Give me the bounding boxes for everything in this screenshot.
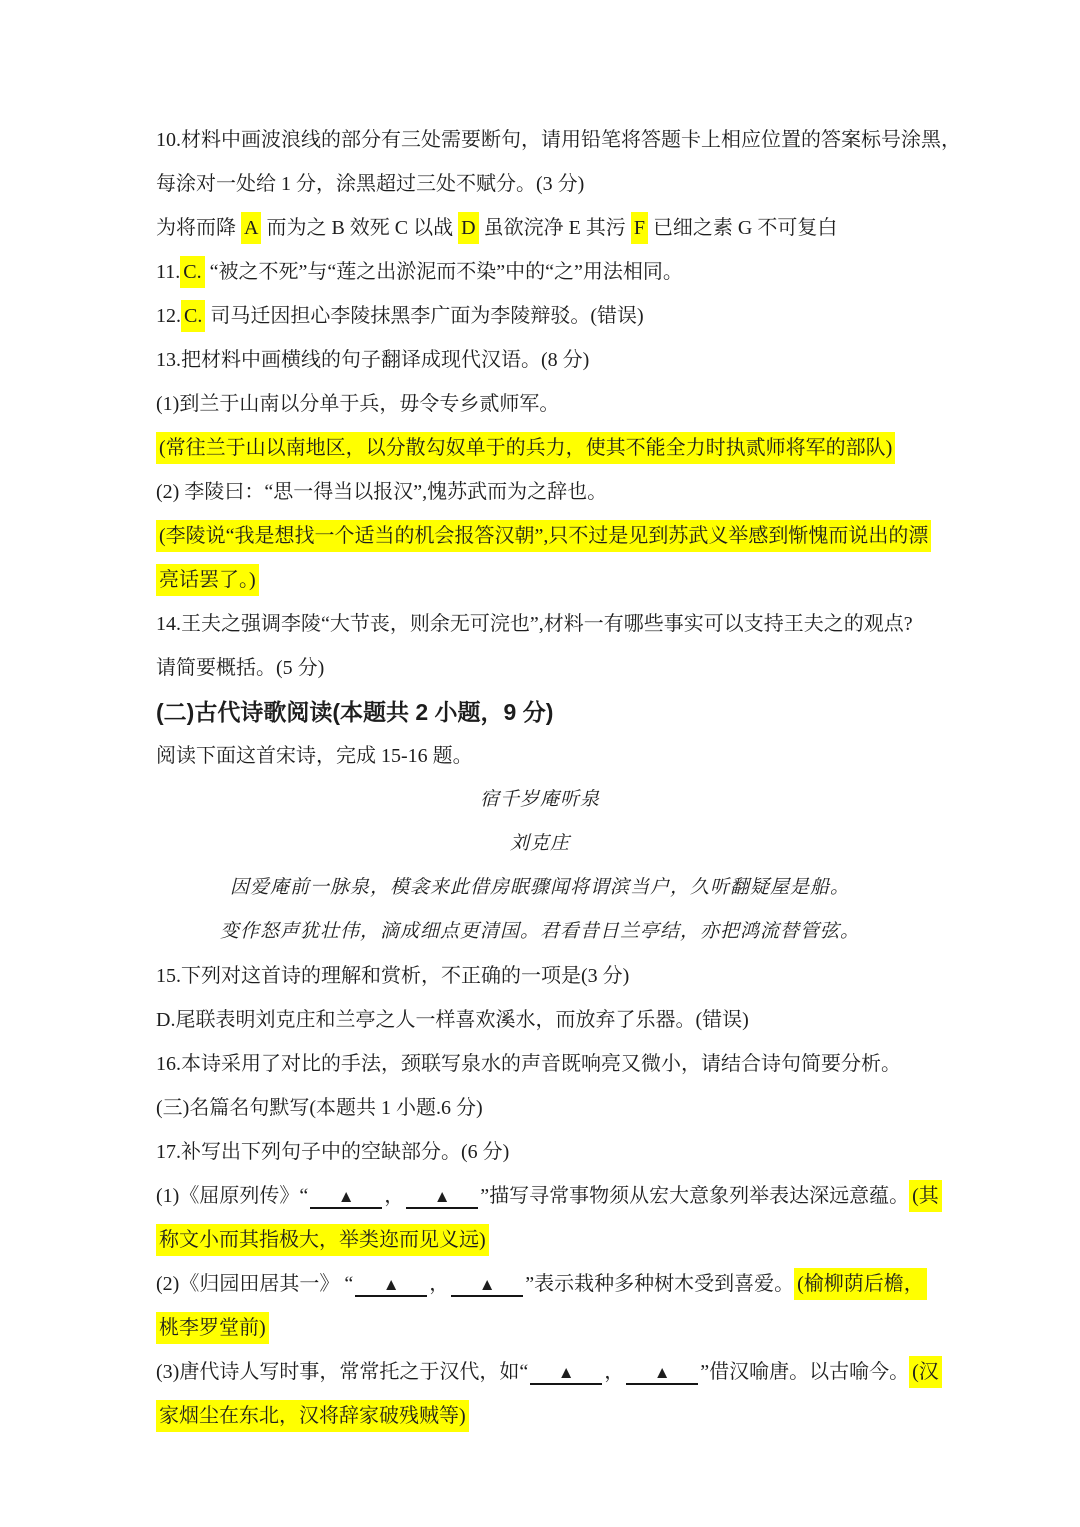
doc-line-12 bbox=[156, 602, 924, 646]
doc-line-30 bbox=[156, 1394, 924, 1438]
text-segment: (1)到兰于山南以分单于兵，毋令专乡贰师军。 bbox=[156, 393, 560, 415]
answer-blank: ▲ bbox=[530, 1363, 602, 1385]
answer-blank: ▲ bbox=[626, 1363, 698, 1385]
answer-blank: ▲ bbox=[310, 1187, 382, 1209]
text-segment: 17.补写出下列句子中的空缺部分。(6 分) bbox=[156, 1141, 510, 1163]
text-segment: 12. bbox=[156, 305, 181, 327]
doc-line-21 bbox=[156, 998, 924, 1042]
text-segment: 变作怒声犹壮伟，滴成细点更清国。君看昔日兰亭结，亦把鸿流替管弦。 bbox=[219, 921, 860, 942]
text-segment: 为将而降 bbox=[156, 217, 241, 239]
doc-line-3 bbox=[156, 206, 924, 250]
answer-blank: ▲ bbox=[451, 1275, 523, 1297]
text-segment: (二)古代诗歌阅读(本题共 2 小题，9 分) bbox=[156, 699, 554, 725]
doc-line-4 bbox=[156, 250, 924, 294]
answer-blank: ▲ bbox=[355, 1275, 427, 1297]
text-segment: 10.材料中画波浪线的部分有三处需要断句，请用铅笔将答题卡上相应位置的答案标号涂黑， bbox=[156, 129, 961, 151]
highlighted-answer-text: 家烟尘在东北，汉将辞家破残贼等) bbox=[156, 1400, 469, 1432]
text-segment: ， bbox=[429, 1273, 450, 1295]
doc-line-24 bbox=[156, 1130, 924, 1174]
text-segment: 司马迁因担心李陵抹黑李广面为李陵辩驳。(错误) bbox=[205, 305, 644, 327]
highlighted-answer-text: C. bbox=[181, 300, 205, 332]
doc-line-5 bbox=[156, 294, 924, 338]
text-segment: (2)《归园田居其一》 “ bbox=[156, 1273, 354, 1295]
text-segment: ， bbox=[384, 1185, 405, 1207]
text-segment: 11. bbox=[156, 261, 181, 283]
text-segment: ”表示栽种多种树木受到喜爱。 bbox=[525, 1273, 795, 1295]
text-segment: (三)名篇名句默写(本题共 1 小题.6 分) bbox=[156, 1097, 483, 1119]
doc-line-8 bbox=[156, 426, 924, 470]
text-segment: 14.王夫之强调李陵“大节丧，则余无可浣也”,材料一有哪些事实可以支持王夫之的观点? bbox=[156, 613, 913, 635]
text-segment: 宿千岁庵听泉 bbox=[479, 789, 600, 810]
doc-line-23 bbox=[156, 1086, 924, 1130]
doc-line-11 bbox=[156, 558, 924, 602]
doc-line-6 bbox=[156, 338, 924, 382]
doc-line-29 bbox=[156, 1350, 939, 1394]
highlighted-answer-text: A bbox=[241, 212, 261, 244]
text-segment: 虽欲浣净 E 其污 bbox=[478, 217, 631, 239]
highlighted-answer-text: (汉 bbox=[909, 1356, 942, 1388]
highlighted-answer-text: (李陵说“我是想找一个适当的机会报答汉朝”,只不过是见到苏武义举感到惭愧而说出的漂 bbox=[156, 520, 931, 552]
doc-line-18 bbox=[156, 866, 924, 910]
highlighted-answer-text: (榆柳荫后檐， bbox=[794, 1268, 927, 1300]
text-segment: 每涂对一处给 1 分，涂黑超过三处不赋分。(3 分) bbox=[156, 173, 585, 195]
doc-line-13 bbox=[156, 646, 924, 690]
text-segment: “被之不死”与“莲之出淤泥而不染”中的“之”用法相同。 bbox=[204, 261, 683, 283]
doc-line-10 bbox=[156, 514, 929, 558]
doc-line-17 bbox=[156, 822, 924, 866]
highlighted-answer-text: 亮话罢了。) bbox=[156, 564, 259, 596]
text-segment: D.尾联表明刘克庄和兰亭之人一样喜欢溪水，而放弃了乐器。(错误) bbox=[156, 1009, 749, 1031]
text-segment: 而为之 B 效死 C 以战 bbox=[261, 217, 459, 239]
doc-line-19 bbox=[156, 910, 924, 954]
highlighted-answer-text: C. bbox=[180, 256, 204, 288]
doc-line-22 bbox=[156, 1042, 924, 1086]
highlighted-answer-text: F bbox=[631, 212, 648, 244]
highlighted-answer-text: D bbox=[458, 212, 478, 244]
doc-line-27 bbox=[156, 1262, 924, 1306]
text-segment: 已细之素 G 不可复白 bbox=[647, 217, 838, 239]
doc-line-1 bbox=[156, 118, 961, 162]
text-segment: (3)唐代诗人写时事，常常托之于汉代，如“ bbox=[156, 1361, 529, 1383]
text-segment: 16.本诗采用了对比的手法，颈联写泉水的声音既响亮又微小，请结合诗句简要分析。 bbox=[156, 1053, 901, 1075]
answer-blank: ▲ bbox=[406, 1187, 478, 1209]
doc-line-25 bbox=[156, 1174, 939, 1218]
text-segment: ”描写寻常事物须从宏大意象列举表达深远意蕴。 bbox=[480, 1185, 910, 1207]
doc-line-9 bbox=[156, 470, 924, 514]
text-segment: (1)《屈原列传》“ bbox=[156, 1185, 309, 1207]
text-segment: (2) 李陵曰：“思一得当以报汉”,愧苏武而为之辞也。 bbox=[156, 481, 608, 503]
highlighted-answer-text: (其 bbox=[909, 1180, 942, 1212]
doc-line-16 bbox=[156, 778, 924, 822]
text-segment: ”借汉喻唐。以古喻今。 bbox=[700, 1361, 910, 1383]
highlighted-answer-text: 桃李罗堂前) bbox=[156, 1312, 269, 1344]
doc-line-20 bbox=[156, 954, 924, 998]
text-segment: 因爱庵前一脉泉，模衾来此借房眠骤闻将谓滨当户，久听翻疑屋是船。 bbox=[229, 877, 850, 898]
doc-line-28 bbox=[156, 1306, 924, 1350]
doc-line-7 bbox=[156, 382, 924, 426]
text-segment: 刘克庄 bbox=[509, 833, 570, 854]
doc-line-26 bbox=[156, 1218, 924, 1262]
doc-line-2 bbox=[156, 162, 924, 206]
doc-line-14 bbox=[156, 690, 924, 734]
highlighted-answer-text: (常往兰于山以南地区，以分散勾奴单于的兵力，使其不能全力时执贰师将军的部队) bbox=[156, 432, 895, 464]
text-segment: 阅读下面这首宋诗，完成 15-16 题。 bbox=[156, 745, 473, 767]
text-segment: ， bbox=[604, 1361, 625, 1383]
text-segment: 15.下列对这首诗的理解和赏析，不正确的一项是(3 分) bbox=[156, 965, 630, 987]
text-segment: 13.把材料中画横线的句子翻译成现代汉语。(8 分) bbox=[156, 349, 590, 371]
doc-line-15 bbox=[156, 734, 924, 778]
text-segment: 请简要概括。(5 分) bbox=[156, 657, 325, 679]
highlighted-answer-text: 称文小而其指极大，举类迩而见义远) bbox=[156, 1224, 489, 1256]
